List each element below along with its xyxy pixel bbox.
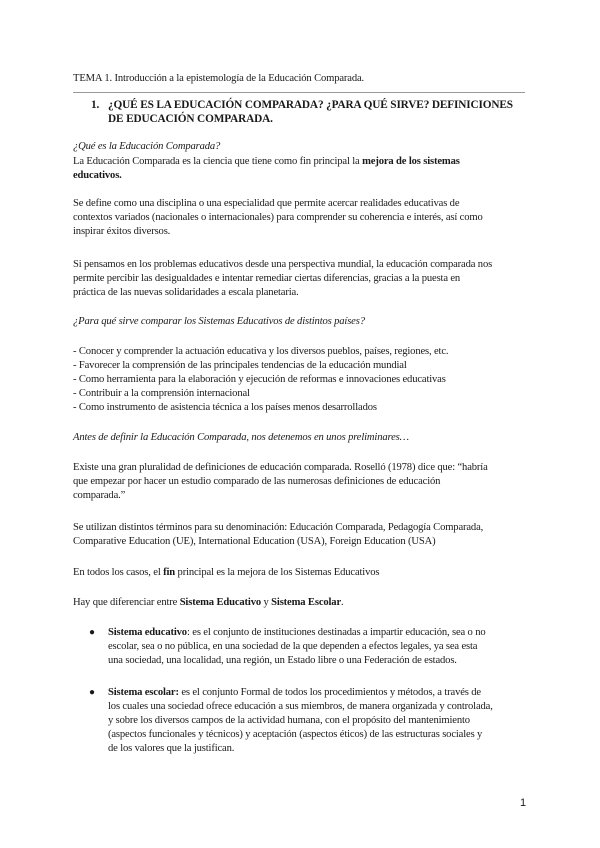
bullet-educativo-l2: escolar, sea o no pública, en una sociedad de la que dependen a efectos legales, ya sea esta [108,641,478,652]
differentiate-text: Hay que diferenciar entre [73,597,180,608]
paragraph-global-l2: permite percibir las desigualdades e intentar remediar ciertas diferencias, gracias a la puesta en [73,273,461,284]
paragraph-discipline-l2: contextos variados (nacionales o internacionales) para comprender su coherencia e interés, así como [73,212,483,223]
definition-bold-cont: educativos. [73,170,122,181]
paragraph-differentiate [73,596,344,610]
differentiate-and: y [261,597,272,608]
list-item: - Como herramienta para la elaboración y ejecución de reformas e innovaciones educativas [73,374,446,385]
page-number: 1 [520,797,527,809]
paragraph-aim [73,566,379,580]
paragraph-plurality-l3: comparada.” [73,490,126,501]
bullet-text: : es el conjunto de instituciones destinadas a impartir educación, sea o no [186,627,486,638]
list-item: - Favorecer la comprensión de las principales tendencias de la educación mundial [73,360,407,371]
term-sistema-educativo: Sistema Educativo [179,597,262,608]
paragraph-discipline-l3: inspirar éxitos diversos. [73,226,171,237]
paragraph-plurality-l1: Existe una gran pluralidad de definiciones de educación comparada. Roselló (1978) dice que: “habría [73,462,488,473]
list-item: - Como instrumento de asistencia técnica a los países menos desarrollados [73,402,377,413]
bullet-educativo-l3: una sociedad, una localidad, una región, un Estado libre o una Federación de estados. [108,655,457,666]
bullet-escolar-l3: y sobre los diversos campos de la actividad humana, con el propósito del mantenimiento [108,715,470,726]
paragraph-global-l3: práctica de las nuevas solidaridades a escala planetaria. [73,287,299,298]
aim-bold: fin [163,567,176,578]
differentiate-period: . [341,597,344,608]
paragraph-discipline-l1: Se define como una disciplina o una especialidad que permite acercar realidades educativas de [73,198,460,209]
bullet-term: Sistema educativo [108,627,187,638]
bullet-text: es el conjunto Formal de todos los procedimientos y métodos, a través de [178,687,481,698]
question-what-for: ¿Para qué sirve comparar los Sistemas Educativos de distintos países? [73,316,365,327]
paragraph-global-l1: Si pensamos en los problemas educativos desde una perspectiva mundial, la educación comparada nos [73,259,493,270]
bullet-term: Sistema escolar: [108,687,179,698]
header-rule [73,92,525,93]
paragraph-definition [73,155,460,169]
section-heading-line1: ¿QUÉ ES LA EDUCACIÓN COMPARADA? ¿PARA QUÉ SIRVE? DEFINICIONES [108,99,513,111]
bullet-icon: ● [89,687,96,698]
bullet-escolar-l5: de los valores que la justifican. [108,743,235,754]
paragraph-plurality-l2: que empezar por hacer un estudio comparado de las numerosas definiciones de educación [73,476,441,487]
list-item: - Contribuir a la comprensión internacional [73,388,250,399]
preliminaries-note: Antes de definir la Educación Comparada, nos detenemos en unos preliminares… [73,432,409,443]
definition-bold: mejora de los sistemas [362,156,460,167]
paragraph-terms-l1: Se utilizan distintos términos para su denominación: Educación Comparada, Pedagogía Comparada, [73,522,484,533]
bullet-icon: ● [89,627,96,638]
aim-text-end: principal es la mejora de los Sistemas Educativos [175,567,380,578]
definition-text: La Educación Comparada es la ciencia que tiene como fin principal la [73,156,363,167]
bullet-educativo-l1 [108,626,486,640]
list-item: - Conocer y comprender la actuación educativa y los diversos pueblos, países, regiones, etc. [73,346,449,357]
term-sistema-escolar: Sistema Escolar [271,597,342,608]
aim-text: En todos los casos, el [73,567,164,578]
document-header: TEMA 1. Introducción a la epistemología de la Educación Comparada. [73,73,365,84]
bullet-escolar-l4: (aspectos funcionales y técnicos) y aceptación (aspectos éticos) de las estructuras sociales y [108,729,483,740]
bullet-escolar-l1 [108,686,481,700]
question-what-is: ¿Qué es la Educación Comparada? [73,141,221,152]
section-heading-line2: DE EDUCACIÓN COMPARADA. [108,113,273,125]
bullet-escolar-l2: los cuales una sociedad ofrece educación a sus miembros, de manera organizada y controlada, [108,701,493,712]
section-number: 1. [91,99,100,111]
paragraph-terms-l2: Comparative Education (UE), International Education (USA), Foreign Education (USA) [73,536,436,547]
